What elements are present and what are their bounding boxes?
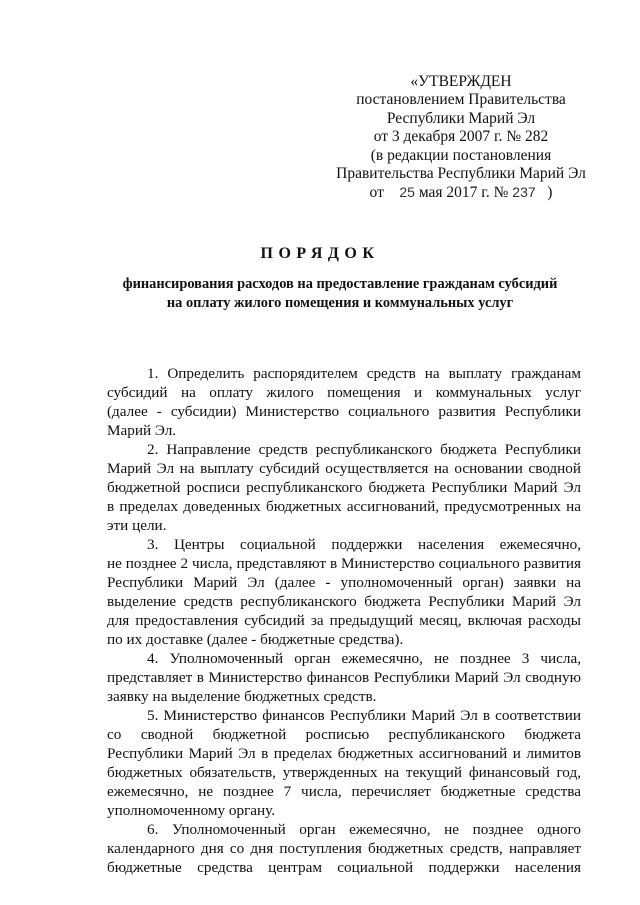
approval-number: 237: [512, 184, 536, 201]
text-line: в пределах доведенных бюджетных ассигнований, предусмотренных на: [107, 498, 581, 515]
text-line: Марий Эл.: [107, 422, 177, 439]
approval-line: «УТВЕРЖДЕН: [410, 73, 512, 90]
document-title: ПОРЯДОК: [260, 245, 380, 262]
approval-prefix: от: [369, 184, 384, 202]
text-line: со сводной бюджетной росписью республиканского бюджета: [107, 726, 581, 743]
approval-line: (в редакции постановления: [370, 146, 552, 164]
text-line: для предоставления субсидий за предыдущий месяц, включая расходы: [107, 612, 581, 629]
text-line: бюджетной росписи республиканского бюджета Республики Марий Эл: [107, 479, 581, 496]
approval-line: Республики Марий Эл: [386, 109, 536, 127]
text-line: ежемесячно, не позднее 7 числа, перечисляет бюджетные средства: [107, 783, 581, 800]
text-line: эти цели.: [107, 517, 167, 534]
text-line: уполномоченному органу.: [107, 802, 276, 819]
approval-suffix: ): [547, 184, 553, 202]
approval-day: 25: [399, 184, 415, 201]
text-line: 4. Уполномоченный орган ежемесячно, не позднее 3 числа,: [147, 650, 581, 667]
subtitle-line: финансирования расходов на предоставление гражданам субсидий: [122, 276, 558, 292]
approval-line: постановлением Правительства: [356, 91, 566, 109]
approval-line: от 3 декабря 2007 г. № 282: [373, 128, 549, 146]
subtitle-line: на оплату жилого помещения и коммунальных услуг: [166, 295, 514, 311]
text-line: 3. Центры социальной поддержки населения ежемесячно,: [147, 536, 581, 553]
approval-stamp: [330, 73, 592, 203]
text-line: выделение средств республиканского бюджета Республики Марий Эл: [107, 593, 581, 610]
text-line: 6. Уполномоченный орган ежемесячно, не позднее одного: [147, 821, 581, 838]
text-line: представляет в Министерство финансов Республики Марий Эл сводную: [107, 669, 581, 686]
text-line: по их доставке (далее - бюджетные средства).: [107, 631, 404, 648]
text-line: 2. Направление средств республиканского бюджета Республики: [147, 441, 581, 458]
text-line: Республики Марий Эл в пределах бюджетных ассигнований и лимитов: [107, 745, 581, 762]
text-line: Марий Эл на выплату субсидий осуществляется на основании сводной: [107, 460, 581, 477]
text-line: 5. Министерство финансов Республики Марий Эл в соответствии: [147, 707, 581, 724]
text-line: не позднее 2 числа, представляют в Министерство социального развития: [107, 555, 581, 572]
text-line: бюджетные средства центрам социальной поддержки населения: [107, 859, 581, 876]
text-line: Республики Марий Эл (далее - уполномоченный орган) заявки на: [107, 574, 581, 591]
approval-line: Правительства Республики Марий Эл: [336, 165, 586, 183]
text-line: субсидий на оплату жилого помещения и коммунальных услуг: [107, 384, 581, 401]
text-line: календарного дня со дня поступления бюджетных средств, направляет: [107, 840, 581, 857]
approval-line: [330, 183, 592, 202]
text-line: бюджетных обязательств, утвержденных на текущий финансовый год,: [107, 764, 581, 781]
approval-middle: мая 2017 г. №: [418, 184, 509, 202]
document-subtitle: [100, 275, 580, 313]
text-line: (далее - субсидии) Министерство социального развития Республики: [107, 403, 581, 420]
text-line: заявку на выделение бюджетных средств.: [107, 688, 377, 705]
text-line: 1. Определить распорядителем средств на выплату гражданам: [147, 365, 581, 382]
